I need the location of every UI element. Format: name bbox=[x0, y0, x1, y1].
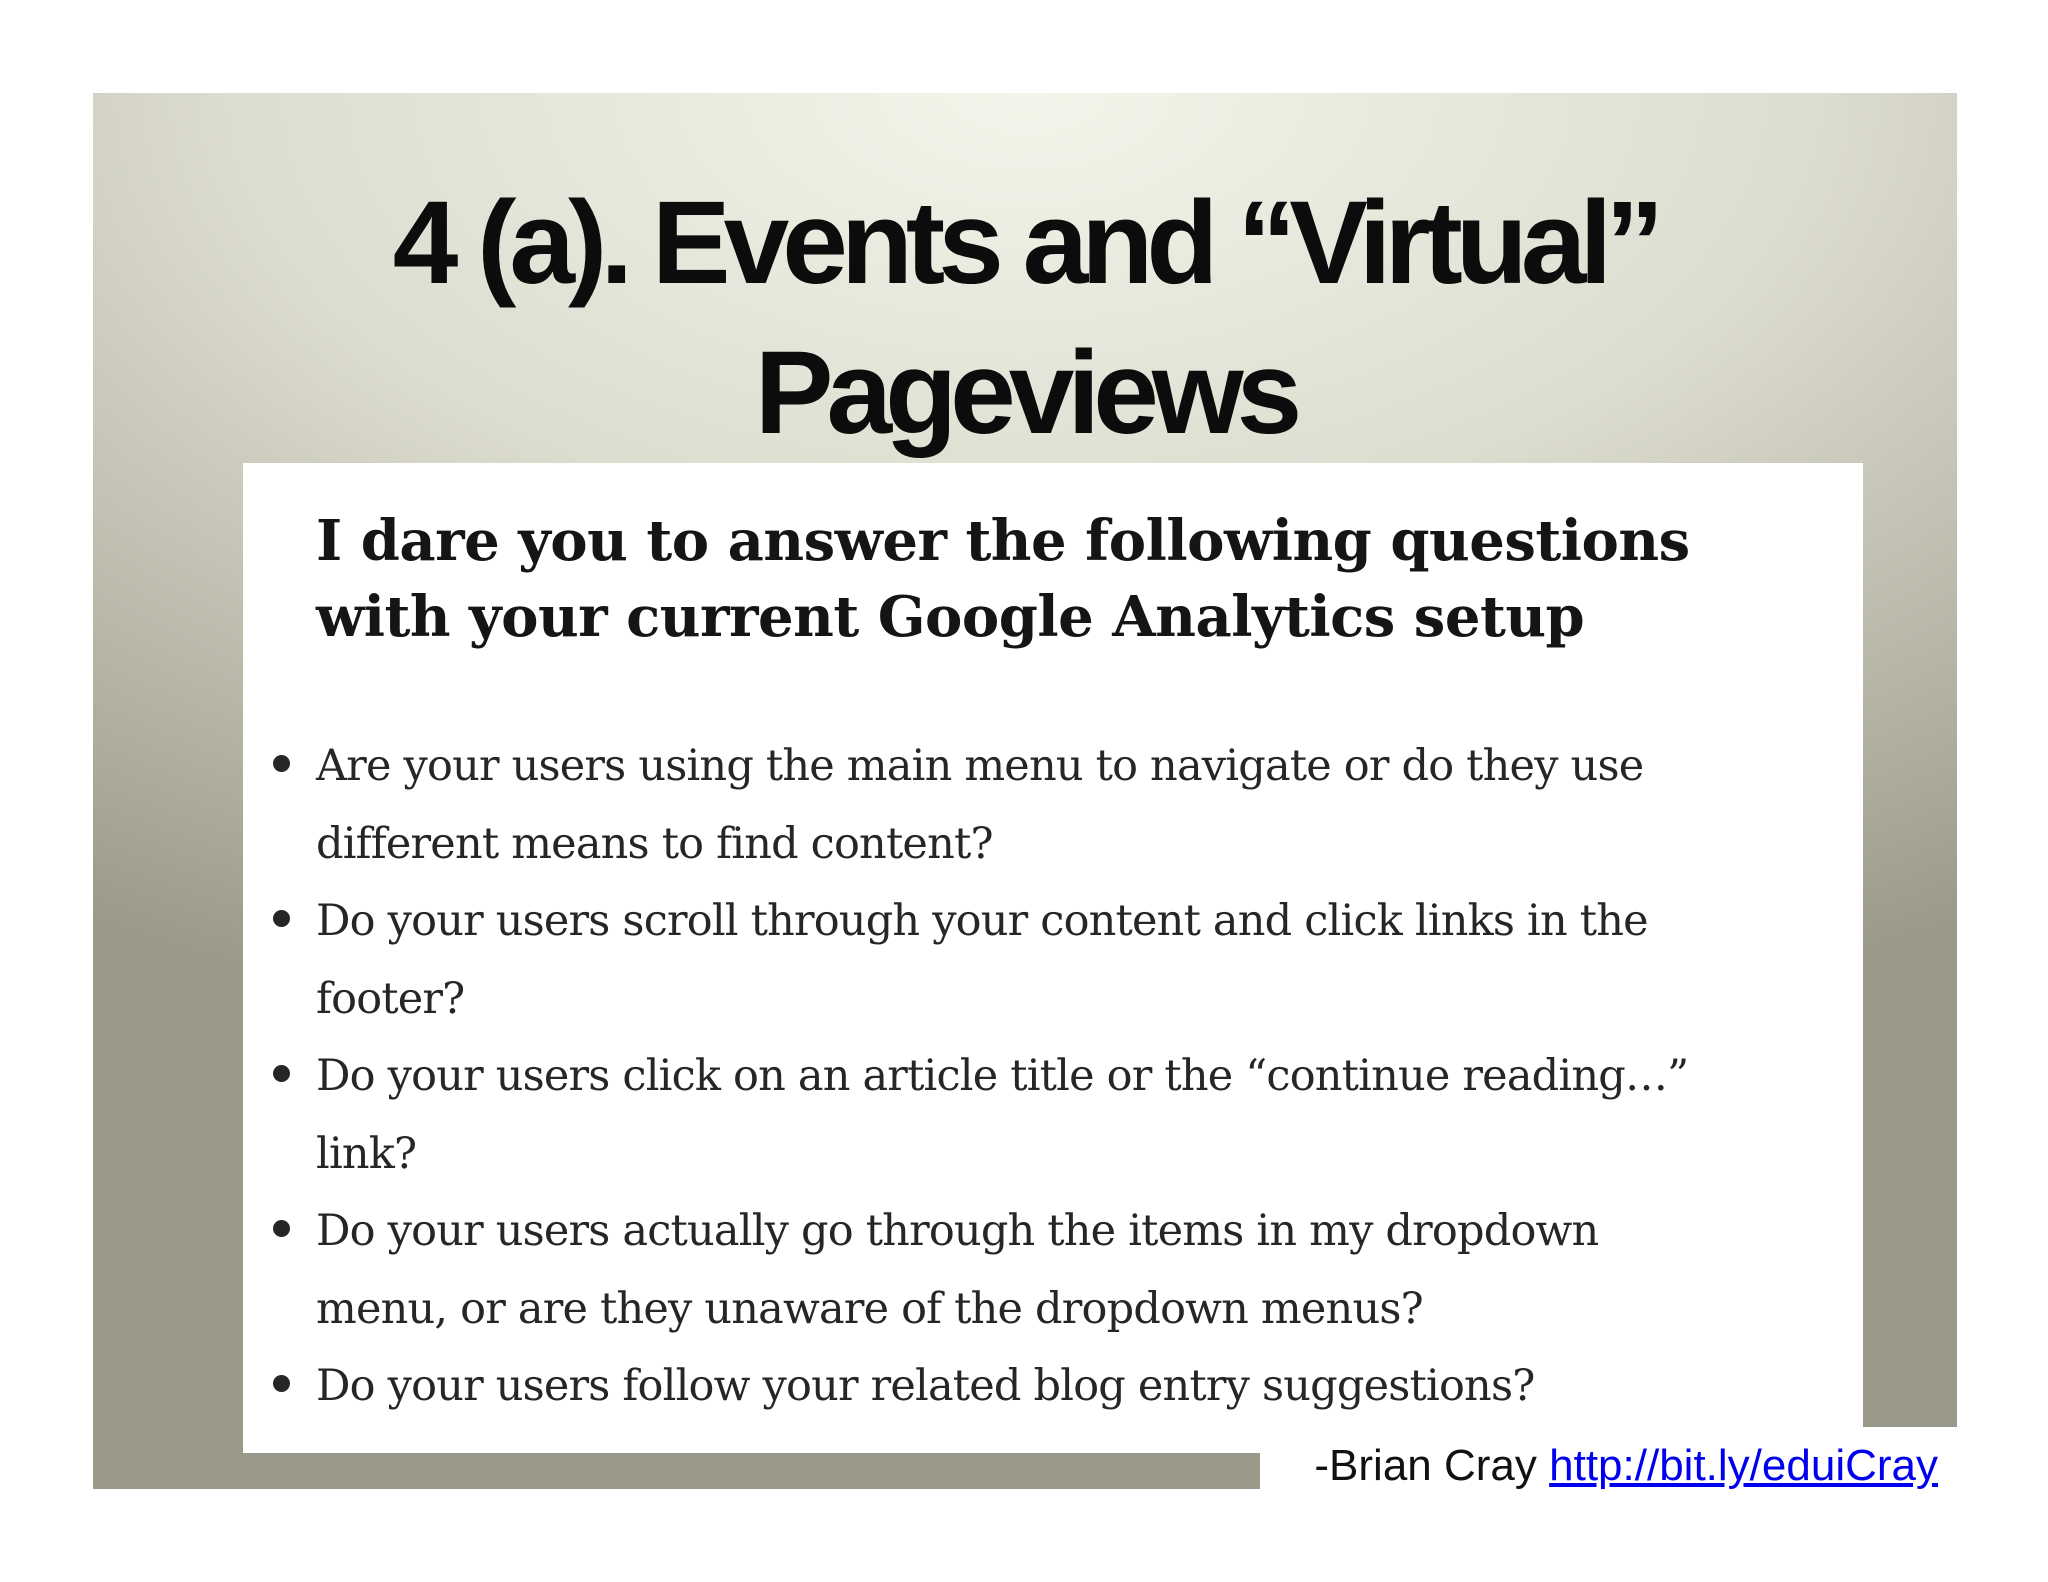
slide-title bbox=[93, 168, 1957, 468]
question-text-continued: link? bbox=[316, 1128, 417, 1179]
question-text: Do your users follow your related blog entry suggestions? bbox=[316, 1361, 1535, 1411]
bullet-icon bbox=[273, 1220, 290, 1237]
quote-heading bbox=[316, 503, 1836, 655]
question-text: Do your users scroll through your content and click links in the bbox=[316, 896, 1648, 946]
question-text: Do your users actually go through the items in my dropdown bbox=[316, 1206, 1599, 1256]
question-item bbox=[273, 728, 1833, 883]
slide-title-line-2: Pageviews bbox=[754, 327, 1296, 459]
question-text-continued: footer? bbox=[316, 973, 465, 1024]
question-item bbox=[273, 1193, 1833, 1348]
question-list bbox=[273, 728, 1833, 1426]
question-text: Do your users click on an article title or the “continue reading…” bbox=[316, 1051, 1689, 1101]
bullet-icon bbox=[273, 1375, 290, 1392]
question-text: Are your users using the main menu to navigate or do they use bbox=[316, 741, 1644, 791]
question-text-continued: different means to find content? bbox=[316, 818, 993, 869]
quote-heading-line-2: with your current Google Analytics setup bbox=[316, 584, 1585, 650]
quote-heading-line-1: I dare you to answer the following questions bbox=[316, 508, 1690, 574]
question-item bbox=[273, 1038, 1833, 1193]
quote-screenshot bbox=[243, 463, 1863, 1453]
question-text-continued: menu, or are they unaware of the dropdown menus? bbox=[316, 1283, 1423, 1334]
slide-title-line-1: 4 (a). Events and “Virtual” bbox=[392, 177, 1658, 309]
attribution bbox=[1314, 1441, 1938, 1491]
bullet-icon bbox=[273, 1065, 290, 1082]
question-item bbox=[273, 1348, 1833, 1426]
bullet-icon bbox=[273, 755, 290, 772]
question-item bbox=[273, 883, 1833, 1038]
attribution-link[interactable]: http://bit.ly/eduiCray bbox=[1549, 1441, 1938, 1490]
bullet-icon bbox=[273, 910, 290, 927]
attribution-author: -Brian Cray bbox=[1314, 1441, 1537, 1490]
